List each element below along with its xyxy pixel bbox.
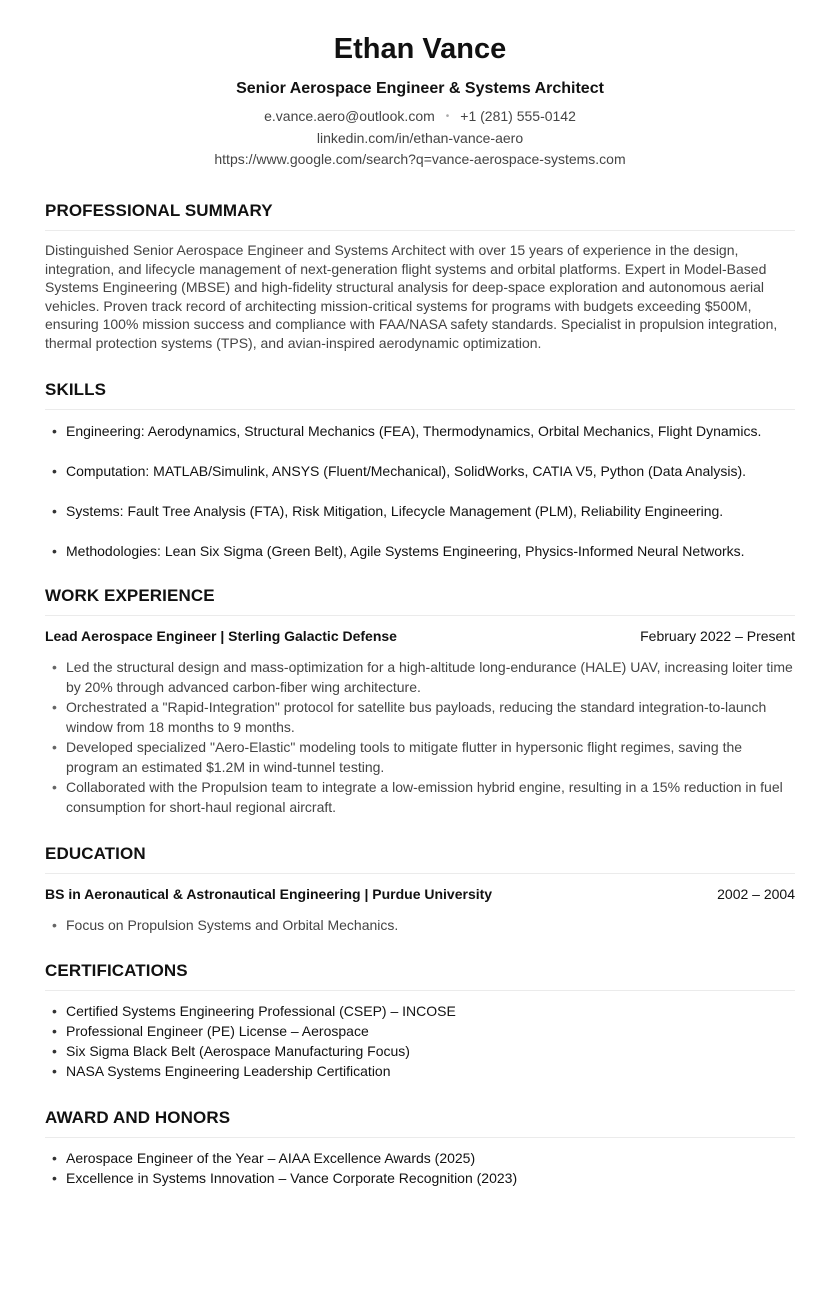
education-bullets	[45, 915, 795, 935]
list-item: • NASA Systems Engineering Leadership Certification	[45, 1061, 795, 1081]
phone-number[interactable]: +1 (281) 555-0142	[460, 108, 576, 124]
certifications-section	[45, 960, 795, 1081]
education-date: 2002 – 2004	[717, 886, 795, 902]
job-date: February 2022 – Present	[640, 628, 795, 644]
education-header	[45, 884, 795, 904]
job-bullets	[45, 657, 795, 817]
resume-header	[45, 0, 795, 171]
job-role: Lead Aerospace Engineer | Sterling Galactic Defense	[45, 628, 397, 644]
awards-list	[45, 1148, 795, 1188]
certifications-heading: CERTIFICATIONS	[45, 960, 795, 991]
list-item: • Collaborated with the Propulsion team to integrate a low-emission hybrid engine, resulting in a 15% reduction in fuel consumption for short-haul regional aircraft.	[45, 777, 795, 817]
summary-heading: PROFESSIONAL SUMMARY	[45, 200, 795, 231]
list-item: • Methodologies: Lean Six Sigma (Green Belt), Agile Systems Engineering, Physics-Informed Neural Networks.	[45, 541, 795, 561]
contact-info	[45, 106, 795, 171]
candidate-name: Ethan Vance	[333, 33, 507, 65]
candidate-title: Senior Aerospace Engineer & Systems Architect	[236, 80, 604, 97]
skills-list	[45, 421, 795, 561]
list-item: • Engineering: Aerodynamics, Structural Mechanics (FEA), Thermodynamics, Orbital Mechanics, Flight Dynamics.	[45, 421, 795, 441]
degree-title: BS in Aeronautical & Astronautical Engineering | Purdue University	[45, 886, 493, 902]
list-item: • Six Sigma Black Belt (Aerospace Manufacturing Focus)	[45, 1041, 795, 1061]
education-heading: EDUCATION	[45, 843, 795, 874]
list-item: • Professional Engineer (PE) License – Aerospace	[45, 1021, 795, 1041]
certifications-list	[45, 1001, 795, 1081]
list-item: • Systems: Fault Tree Analysis (FTA), Risk Mitigation, Lifecycle Management (PLM), Reliability Engineering.	[45, 501, 795, 521]
awards-section	[45, 1107, 795, 1188]
awards-heading: AWARD AND HONORS	[45, 1107, 795, 1138]
website-link[interactable]: https://www.google.com/search?q=vance-aerospace-systems.com	[214, 151, 626, 167]
separator-dot: •	[445, 111, 450, 122]
list-item: • Developed specialized "Aero-Elastic" modeling tools to mitigate flutter in hypersonic flight regimes, saving the program an estimated $1.2M in wind-tunnel testing.	[45, 737, 795, 777]
list-item: • Aerospace Engineer of the Year – AIAA Excellence Awards (2025)	[45, 1148, 795, 1168]
job-header	[45, 626, 795, 646]
linkedin-link[interactable]: linkedin.com/in/ethan-vance-aero	[316, 129, 524, 146]
education-section	[45, 843, 795, 935]
list-item: • Computation: MATLAB/Simulink, ANSYS (Fluent/Mechanical), SolidWorks, CATIA V5, Python (Data Analysis).	[45, 461, 795, 481]
summary-section	[45, 200, 795, 353]
list-item: • Focus on Propulsion Systems and Orbital Mechanics.	[45, 915, 795, 935]
list-item: • Orchestrated a "Rapid-Integration" protocol for satellite bus payloads, reducing the standard integration-to-launch window from 18 months to 9 months.	[45, 697, 795, 737]
list-item: • Led the structural design and mass-optimization for a high-altitude long-endurance (HALE) UAV, increasing loiter time by 20% through advanced carbon-fiber wing architecture.	[45, 657, 795, 697]
skills-heading: SKILLS	[45, 379, 795, 410]
skills-section	[45, 379, 795, 581]
list-item: • Certified Systems Engineering Professional (CSEP) – INCOSE	[45, 1001, 795, 1021]
summary-text: Distinguished Senior Aerospace Engineer and Systems Architect with over 15 years of experience in the design, integration, and lifecycle management of next-generation flight systems and orbital platforms. Expert in Model-Based Systems Engineering (MBSE) and high-fidelity structural analysis for deep-space exploration and autonomous aerial vehicles. Proven track record of architecting mission-critical systems for programs with budgets exceeding $500M, ensuring 100% mission success and compliance with FAA/NASA safety standards. Specialist in propulsion integration, thermal protection systems (TPS), and avian-inspired aerodynamic optimization.	[45, 242, 778, 351]
email-link[interactable]: e.vance.aero@outlook.com	[264, 108, 435, 124]
experience-heading: WORK EXPERIENCE	[45, 585, 795, 616]
list-item: • Excellence in Systems Innovation – Vance Corporate Recognition (2023)	[45, 1168, 795, 1188]
experience-section	[45, 585, 795, 817]
contact-line-1	[45, 106, 795, 128]
